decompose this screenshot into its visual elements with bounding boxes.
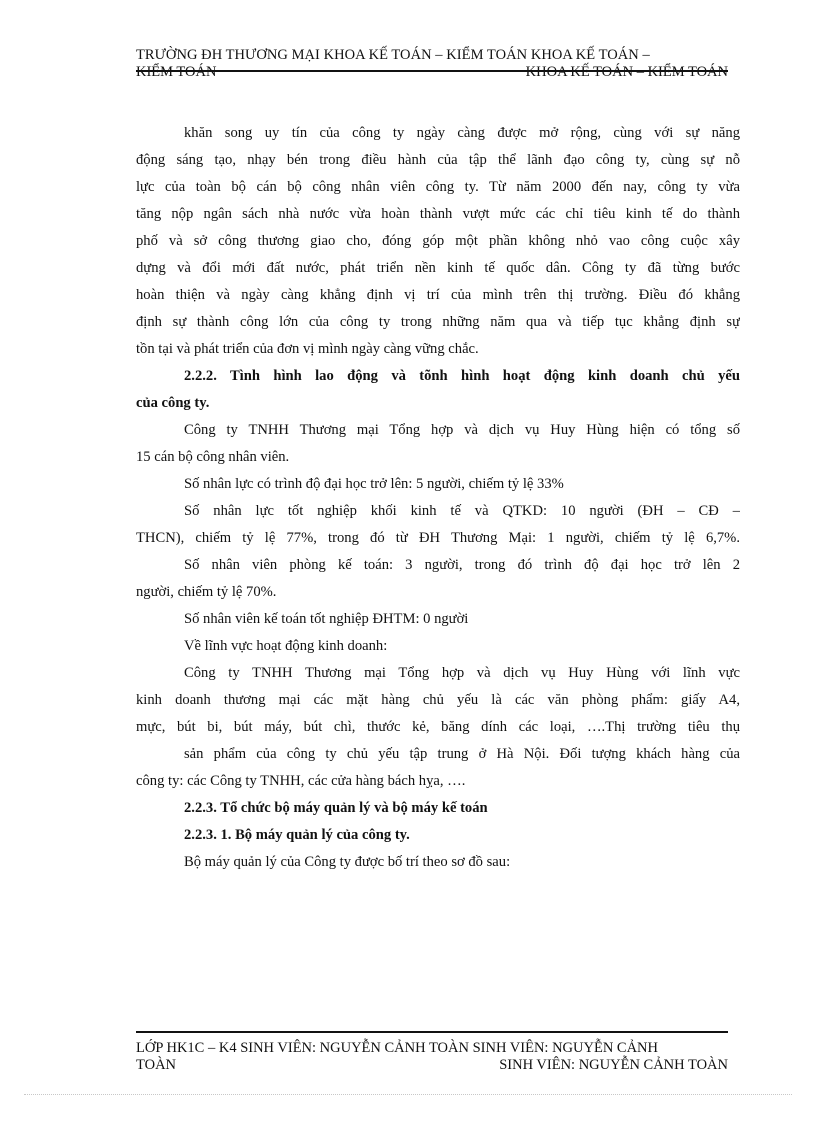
document-body bbox=[136, 120, 740, 876]
text-line: hoàn thiện và ngày càng khẳng định vị trí của mình trên thị trường. Điều đó khẳng bbox=[136, 287, 740, 303]
text-line: Số nhân lực có trình độ đại học trở lên: 5 người, chiếm tỷ lệ 33% bbox=[184, 476, 564, 492]
page-header bbox=[136, 48, 728, 88]
header-line-1: TRƯỜNG ĐH THƯƠNG MẠI KHOA KẾ TOÁN – KIỂM TOÁN KHOA KẾ TOÁN – bbox=[136, 47, 650, 63]
footer-line-2-left: TOÀN bbox=[136, 1057, 177, 1073]
text-line: dựng và đổi mới đất nước, phát triển nền kinh tế quốc dân. Công ty đã từng bước bbox=[136, 260, 740, 276]
text-line: sản phẩm của công ty chủ yếu tập trung ở Hà Nội. Đối tượng khách hàng của bbox=[184, 746, 740, 762]
section-heading-2-2-3-1: 2.2.3. 1. Bộ máy quản lý của công ty. bbox=[184, 827, 410, 843]
footer-line-2-right: SINH VIÊN: NGUYỄN CẢNH TOÀN bbox=[499, 1057, 728, 1073]
text-line: Công ty TNHH Thương mại Tổng hợp và dịch vụ Huy Hùng hiện có tổng số bbox=[184, 422, 740, 438]
text-line: lực của toàn bộ cán bộ công nhân viên công ty. Từ năm 2000 đến nay, công ty vừa bbox=[136, 179, 740, 195]
text-line: động sáng tạo, nhạy bén trong điều hành của tập thể lãnh đạo công ty, cùng sự nỗ bbox=[136, 152, 740, 168]
footer-line-1: LỚP HK1C – K4 SINH VIÊN: NGUYỄN CẢNH TOÀN SINH VIÊN: NGUYỄN CẢNH bbox=[136, 1040, 658, 1056]
page-footer bbox=[136, 1040, 728, 1076]
text-line: người, chiếm tỷ lệ 70%. bbox=[136, 584, 277, 600]
page-bottom-edge bbox=[24, 1094, 792, 1095]
text-line: Số nhân viên phòng kế toán: 3 người, trong đó trình độ đại học trở lên 2 bbox=[184, 557, 740, 573]
text-line: 15 cán bộ công nhân viên. bbox=[136, 449, 290, 465]
text-line: khăn song uy tín của công ty ngày càng được mở rộng, cùng với sự năng bbox=[184, 125, 740, 141]
text-line: tăng nộp ngân sách nhà nước vừa hoàn thành vượt mức các chỉ tiêu kinh tế do thành bbox=[136, 206, 740, 222]
text-line: tồn tại và phát triển của đơn vị mình ngày càng vững chắc. bbox=[136, 341, 479, 357]
text-line: Số nhân viên kế toán tốt nghiệp ĐHTM: 0 người bbox=[184, 611, 469, 627]
section-heading-2-2-3: 2.2.3. Tổ chức bộ máy quản lý và bộ máy kế toán bbox=[184, 800, 488, 816]
text-line: THCN), chiếm tỷ lệ 77%, trong đó từ ĐH Thương Mại: 1 người, chiếm tỷ lệ 6,7%. bbox=[136, 530, 740, 546]
text-line: Bộ máy quản lý của Công ty được bố trí theo sơ đồ sau: bbox=[184, 854, 511, 870]
text-line: công ty: các Công ty TNHH, các cửa hàng bách hỵa, …. bbox=[136, 773, 466, 789]
footer-rule bbox=[136, 1031, 728, 1033]
text-line: Số nhân lực tốt nghiệp khối kinh tế và QTKD: 10 người (ĐH – CĐ – bbox=[184, 503, 740, 519]
text-line: định sự thành công lớn của công ty trong những năm qua và tiếp tục khẳng định sự bbox=[136, 314, 740, 330]
section-heading-2-2-2: 2.2.2. Tình hình lao động và tõnh hình hoạt động kinh doanh chủ yếu bbox=[184, 368, 740, 384]
header-rule bbox=[136, 70, 728, 72]
header-line-2-right: KHOA KẾ TOÁN – KIỂM TOÁN bbox=[525, 64, 728, 80]
section-heading-2-2-2-cont: của công ty. bbox=[136, 395, 210, 411]
text-line: phố và sở công thương giao cho, đóng góp một phần không nhỏ vao công cuộc xây bbox=[136, 233, 740, 249]
header-line-2-left: KIỂM TOÁN bbox=[136, 64, 217, 80]
text-line: Công ty TNHH Thương mại Tổng hợp và dịch vụ Huy Hùng với lĩnh vực bbox=[184, 665, 740, 681]
text-line: Về lĩnh vực hoạt động kinh doanh: bbox=[184, 638, 388, 654]
text-line: mực, bút bi, bút máy, bút chì, thước kẻ, băng dính các loại, ….Thị trường tiêu thụ bbox=[136, 719, 740, 735]
text-line: kinh doanh thương mại các mặt hàng chủ yếu là các văn phòng phẩm: giấy A4, bbox=[136, 692, 740, 708]
